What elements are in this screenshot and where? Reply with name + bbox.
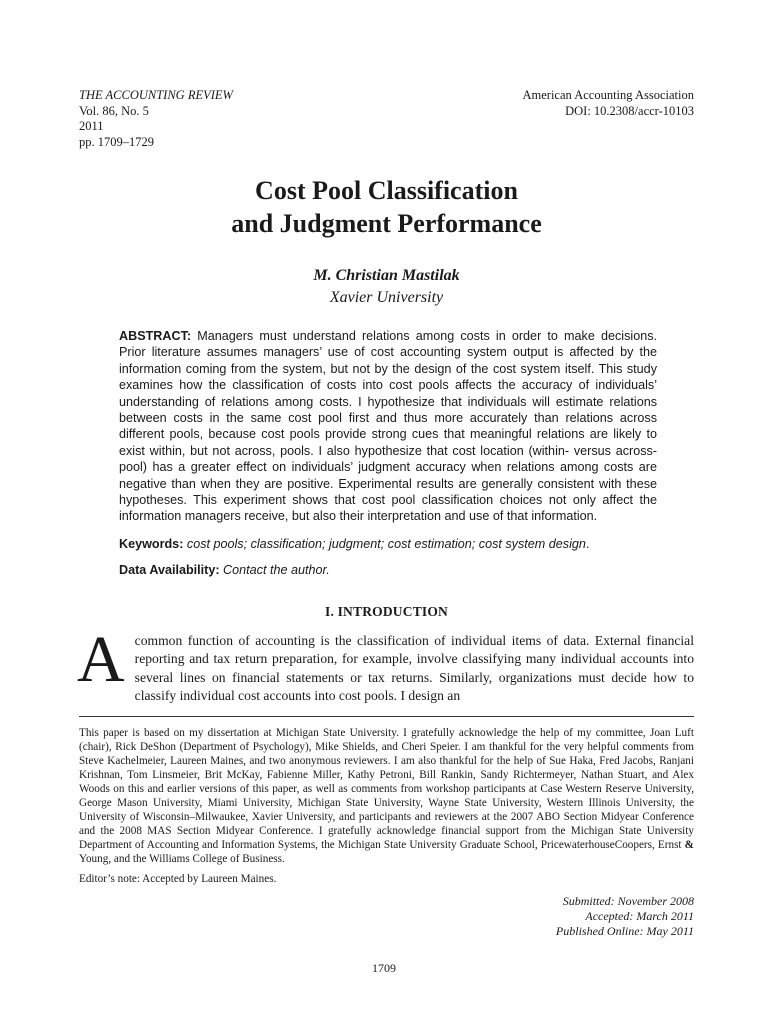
published-date: Published Online: May 2011 (555, 923, 694, 938)
accepted-date: Accepted: March 2011 (585, 908, 694, 923)
data-availability-line (119, 562, 657, 578)
abstract-section (119, 328, 657, 579)
publisher-info (523, 88, 695, 150)
abstract-label: ABSTRACT: (119, 329, 192, 343)
title-line-2: and Judgment Performance (231, 209, 542, 238)
publisher-name: American Accounting Association (522, 88, 694, 102)
footnote-divider (79, 716, 694, 717)
doi: DOI: 10.2308/accr-10103 (565, 103, 694, 118)
journal-info (79, 88, 233, 150)
journal-volume: Vol. 86, No. 5 (79, 103, 149, 118)
keywords-line (119, 536, 657, 552)
journal-name: THE ACCOUNTING REVIEW (79, 88, 233, 102)
article-page (79, 88, 694, 939)
abstract-text: Managers must understand relations among costs in order to make decisions. Prior literature assumes managers’ use of cost accounting system output is affected by the information coming from the system, but not by the design of the cost system itself. This study examines how the classification of costs into cost pools affects the accuracy of individuals’ understanding of relations among costs. I hypothesize that individuals will estimate relations between costs in the same cost pool first and thus more accurately than relations across different pools, because cost pools provide strong cues that meaningful relations are likely to exist within, but not across, pools. I also hypothesize that cost location (within- versus across-pool) has a greater effect on individuals’ judgment accuracy when relations among costs are negative than when they are positive. Experimental results are generally consistent with these hypotheses. This experiment shows that cost pool classification choices not only affect the information managers receive, but also their interpretation and use of that information. (119, 329, 657, 524)
data-availability-label: Data Availability: (119, 563, 220, 578)
introduction-paragraph (77, 622, 694, 706)
submitted-date: Submitted: November 2008 (562, 893, 694, 908)
footnote-text-after: Young, and the Williams College of Business. (79, 852, 285, 865)
drop-cap: A (77, 622, 125, 696)
title-line-1: Cost Pool Classification (255, 176, 518, 205)
editor-note: Editor’s note: Accepted by Laureen Maines. (79, 872, 277, 885)
acknowledgment-footnote (79, 726, 694, 866)
introduction-text: common function of accounting is the classification of individual items of data. External financial reporting and tax return preparation, for example, involve classifying many individual accounts into several lines on financial statements or tax returns. Similarly, organizations must decide how to classify individual cost accounts into cost pools. I design an (134, 632, 694, 704)
author-name: M. Christian Mastilak (313, 267, 460, 284)
keywords-value: cost pools; classification; judgment; cost estimation; cost system design (186, 536, 586, 551)
journal-header (79, 88, 694, 150)
submission-dates (79, 894, 694, 939)
page-number: 1709 (372, 961, 396, 975)
keywords-label: Keywords: (119, 536, 184, 551)
author-affiliation: Xavier University (329, 289, 444, 306)
data-availability-value: Contact the author. (223, 563, 330, 578)
journal-pages: pp. 1709–1729 (79, 134, 154, 149)
journal-year: 2011 (79, 119, 104, 133)
section-heading-introduction: I. INTRODUCTION (324, 603, 449, 619)
article-title (79, 174, 694, 240)
footnote-ampersand: & (684, 838, 694, 851)
keywords-end: . (585, 536, 590, 551)
footnote-text-before: This paper is based on my dissertation at Michigan State University. I gratefully acknowledge the help of my committee, Joan Luft (chair), Rick DeShon (Department of Psychology), Mike Shields, and Cheri Speier. I am thankful for the very helpful comments from Steve Kachelmeier, Laureen Maines, and two anonymous reviewers. I am also thankful for the help of Sue Haka, Fred Jacobs, Ranjani Krishnan, Tom Linsmeier, Brit McKay, Fabienne Miller, Kathy Petroni, Bill Rankin, Sandy Richtermeyer, Nathan Stuart, and Alex Woods on this and earlier versions of this paper, as well as comments from workshop participants at Case Western Reserve University, George Mason University, Miami University, Michigan State University, Wayne State University, Western Illinois University, the University of Wisconsin–Milwaukee, Xavier University, and participants and reviewers at the 2007 ABO Section Midyear Conference and the 2008 MAS Section Midyear Conference. I gratefully acknowledge financial support from the Michigan State University Department of Accounting and Information Systems, the Michigan State University Graduate School, PricewaterhouseCoopers, Ernst (79, 726, 694, 851)
abstract-paragraph (119, 328, 657, 525)
